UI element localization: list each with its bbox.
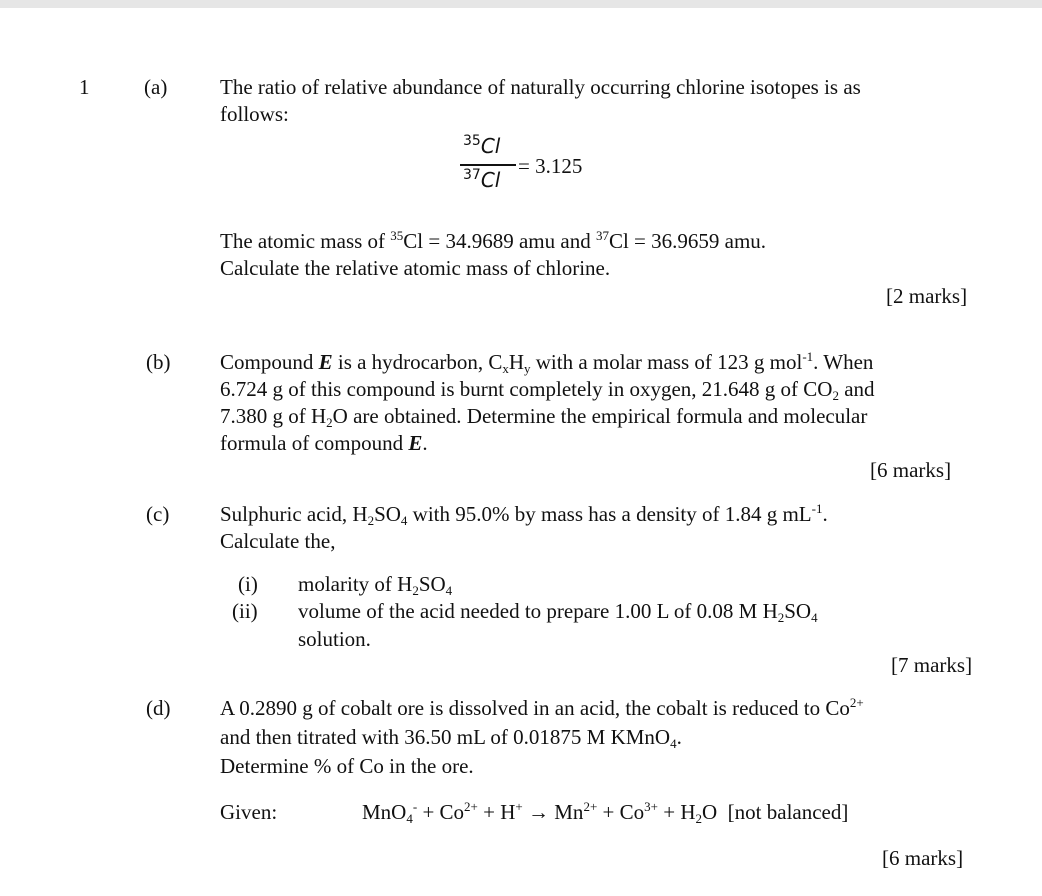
redox-equation: $MnO_4^- + Co^{2+} + H^+ \to Mn^{2+} + Co^{3+} + H_2O$ [not balanced]	[362, 799, 849, 826]
sub-item-i-text: molarity of $H_2SO_4$	[298, 572, 453, 598]
part-a-text-line1: The ratio of relative abundance of naturally occurring chlorine isotopes is as	[220, 75, 861, 99]
sub-item-ii-label: (ii)	[232, 599, 258, 623]
part-c-line1: Sulphuric acid, $H_2SO_4$ with 95.0% by mass has a density of 1.84 g $mL^{-1}$.	[220, 501, 828, 528]
part-d-marks: [6 marks]	[882, 846, 964, 870]
part-a-marks: [2 marks]	[886, 284, 968, 308]
part-b-marks: [6 marks]	[870, 458, 952, 482]
part-d-line1: A 0.2890 g of cobalt ore is dissolved in an acid, the cobalt is reduced to $Co^{2+}$	[220, 695, 864, 720]
question-number: 1	[79, 75, 90, 99]
part-a-label: (a)	[144, 75, 168, 99]
sub-item-ii-line2: solution.	[298, 627, 371, 651]
reaction-arrow-icon: →	[522, 800, 555, 824]
ratio-denominator: $^{37}$Cl	[463, 167, 501, 192]
ratio-value: = 3.125	[518, 154, 583, 178]
part-c-label: (c)	[146, 502, 170, 526]
part-b-line4: formula of compound E.	[220, 431, 428, 455]
fraction-bar	[460, 164, 516, 166]
sub-item-ii-text: volume of the acid needed to prepare 1.00 L of 0.08 M $H_2SO_4$	[298, 599, 818, 625]
atomic-mass-line: The atomic mass of $^{35}$Cl = 34.9689 amu and $^{37}$Cl = 36.9659 amu.	[220, 228, 767, 253]
part-a-instruction: Calculate the relative atomic mass of chlorine.	[220, 256, 611, 280]
part-a-text-line2: follows:	[220, 102, 289, 126]
part-b-line3: 7.380 g of $H_2O$ are obtained. Determine the empirical formula and molecular	[220, 404, 868, 430]
part-c-line2: Calculate the,	[220, 529, 336, 553]
part-b-line1: Compound E is a hydrocarbon, $C_xH_y$ with a molar mass of 123 g mol$^{-1}$. When	[220, 349, 874, 376]
part-d-label: (d)	[146, 696, 171, 720]
part-b-line2: 6.724 g of this compound is burnt completely in oxygen, 21.648 g of $CO_2$ and	[220, 377, 875, 403]
given-label: Given:	[220, 800, 278, 824]
part-b-label: (b)	[146, 350, 171, 374]
top-border	[0, 0, 1042, 8]
part-d-line3: Determine % of Co in the ore.	[220, 754, 474, 778]
ratio-numerator: $^{35}$Cl	[463, 133, 501, 158]
part-d-line2: and then titrated with 36.50 mL of 0.01875 M KMnO$_4$.	[220, 725, 682, 751]
sub-item-i-label: (i)	[238, 572, 258, 596]
part-c-marks: [7 marks]	[891, 653, 973, 677]
